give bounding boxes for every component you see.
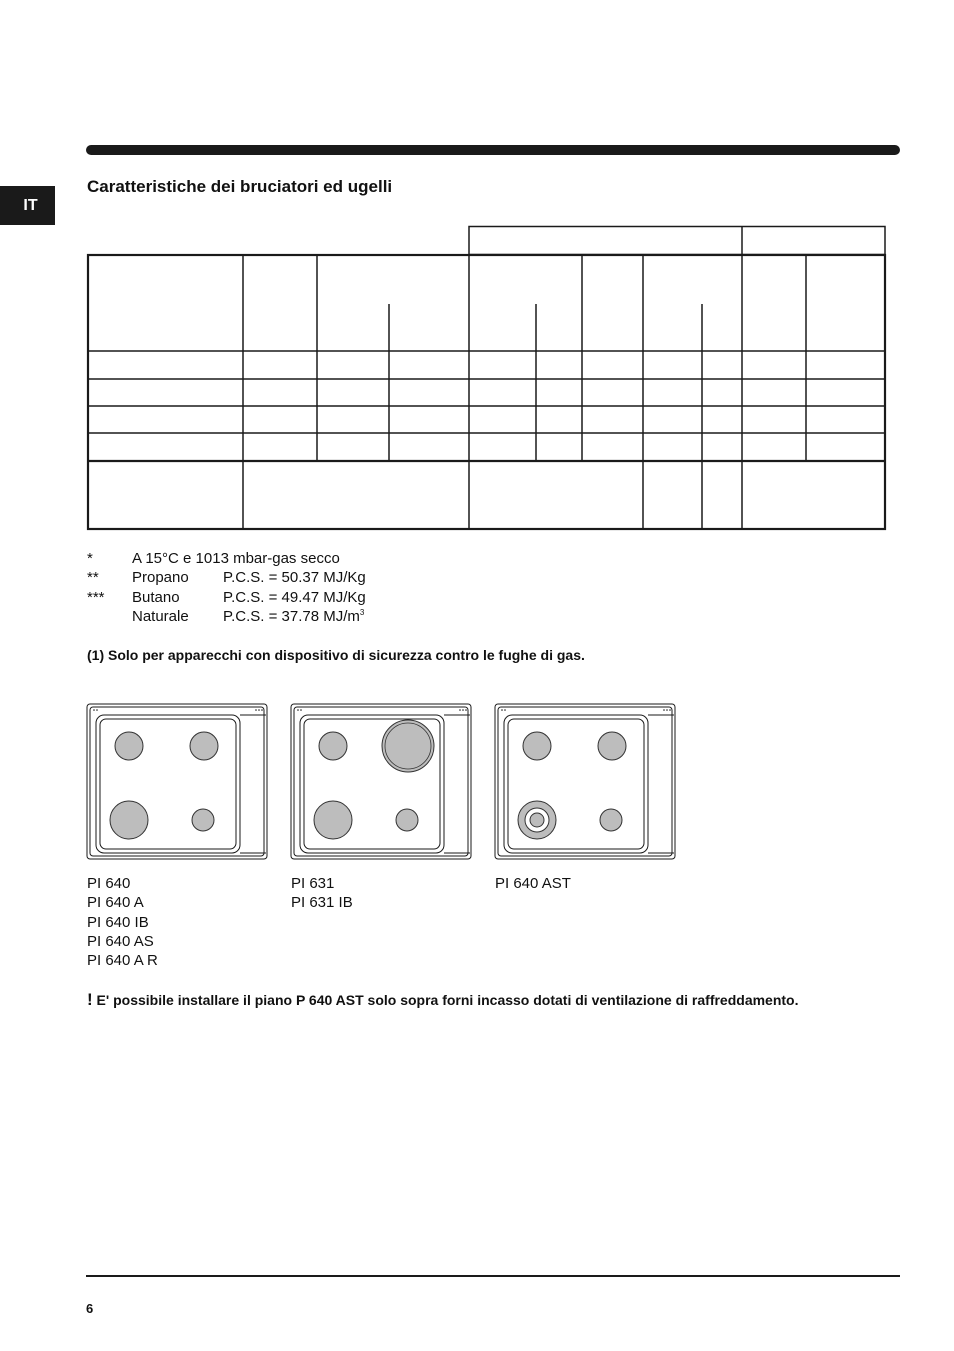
- hob-models-list: [87, 874, 158, 970]
- unit-exponent: 3: [359, 607, 365, 617]
- warning-text: E' possibile installare il piano P 640 AST solo sopra forni incasso dotati di ventilazione di raffreddamento.: [92, 992, 799, 1008]
- footnote-value: P.C.S. = 50.37 MJ/Kg: [223, 569, 366, 587]
- hob-models-list: [291, 874, 353, 913]
- burner-specs-table: [0, 0, 954, 560]
- model-label: PI 640: [87, 875, 131, 892]
- footnote-gas: Propano: [132, 569, 189, 587]
- language-tab: IT: [0, 186, 55, 225]
- safety-device-note: (1) Solo per apparecchi con dispositivo di sicurezza contro le fughe di gas.: [87, 647, 585, 663]
- footnote-mark: *: [87, 550, 93, 567]
- installation-warning: [87, 990, 799, 1010]
- hob-wok-burner-icon: [494, 703, 676, 860]
- section-title: Caratteristiche dei bruciatori ed ugelli: [87, 177, 393, 196]
- model-label: PI 631: [291, 875, 335, 892]
- warning-icon: !: [87, 990, 93, 1009]
- model-label: PI 640 A: [87, 894, 144, 912]
- hob-models-list: [495, 874, 571, 893]
- model-label: PI 640 A R: [87, 952, 158, 970]
- footnote-text: A 15°C e 1013 mbar-gas secco: [132, 550, 340, 567]
- model-label: PI 640 IB: [87, 913, 149, 931]
- footnote-gas: Butano: [132, 588, 180, 606]
- model-label: PI 640 AS: [87, 932, 154, 950]
- bottom-rule: [86, 1275, 900, 1277]
- page-number: 6: [86, 1301, 94, 1316]
- footnote-mark: **: [87, 569, 99, 587]
- hob-4-burner-icon: [86, 703, 268, 860]
- footnote-gas: Naturale: [132, 607, 189, 625]
- model-label: PI 631 IB: [291, 894, 353, 912]
- footnote-value: P.C.S. = 37.78 $MJ/m^3$: [223, 607, 365, 625]
- hob-large-burner-icon: [290, 703, 472, 860]
- footnote-value: P.C.S. = 49.47 MJ/Kg: [223, 588, 366, 606]
- model-label: PI 640 AST: [495, 875, 571, 892]
- footnote-mark: ***: [87, 588, 105, 606]
